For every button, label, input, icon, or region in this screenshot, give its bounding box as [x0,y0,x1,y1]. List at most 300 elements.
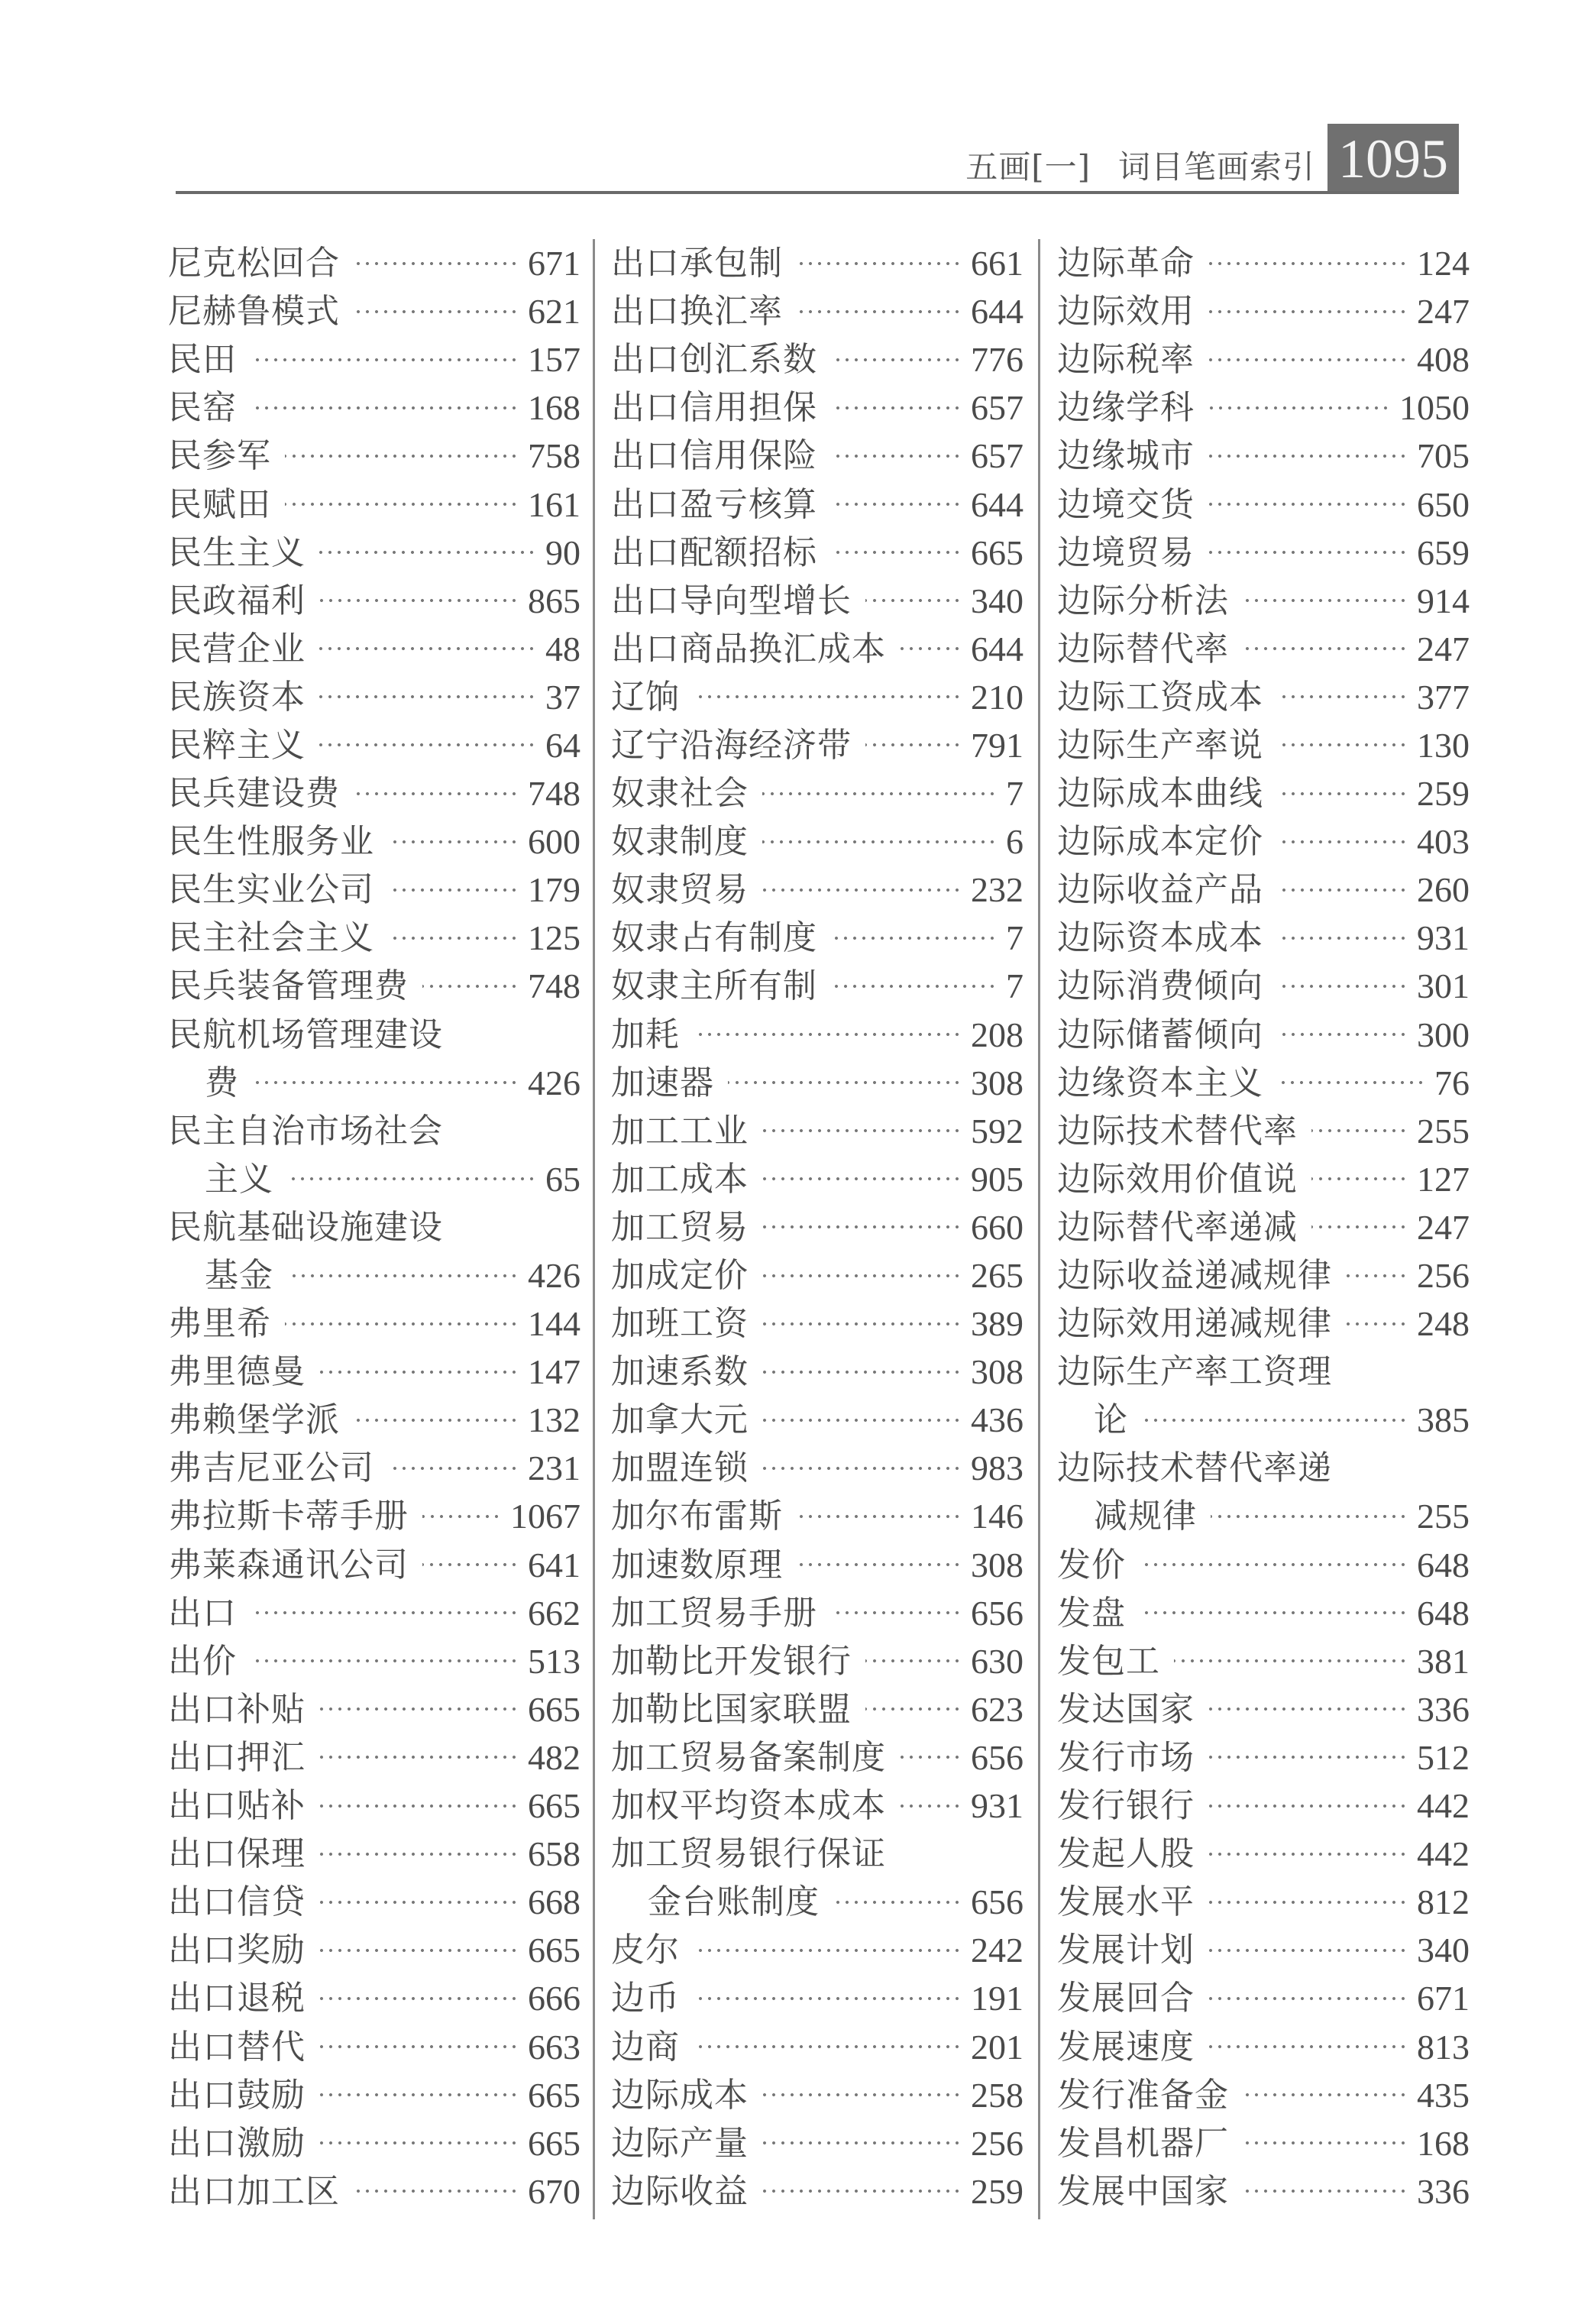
entry-page-number: 90 [545,532,580,572]
dot-leader [319,1995,519,2002]
entry-term: 民主自治市场社会 [168,1111,443,1151]
entry-term: 加拿大元 [611,1400,749,1440]
entry-page-number: 259 [971,2171,1023,2211]
entry-page-number: 657 [971,388,1023,428]
index-entry [611,432,1023,480]
entry-term: 边际替代率递减 [1057,1207,1298,1247]
index-entry [611,1155,1023,1203]
dot-leader [319,1803,519,1809]
index-entry [611,625,1023,673]
entry-page-number: 265 [971,1256,1023,1296]
dot-leader [388,935,519,941]
index-column-left [168,239,580,2216]
index-entry [168,769,580,817]
entry-term: 边际革命 [1057,244,1195,283]
dot-leader [319,646,536,652]
dot-leader [1277,742,1408,748]
index-entry [611,1637,1023,1685]
index-entry [168,673,580,721]
dot-leader [762,887,962,893]
entry-page-number: 644 [971,484,1023,524]
entry-page-number: 168 [528,388,580,428]
entry-term: 加勒比国家联盟 [611,1689,852,1729]
dot-leader [1243,597,1408,604]
entry-term: 民航基础设施建设 [168,1207,443,1247]
entry-page-number: 247 [1417,292,1470,332]
entry-term: 边际替代率 [1057,629,1229,668]
entry-page-number: 336 [1417,2171,1470,2211]
entry-page-number: 6 [1006,822,1023,862]
index-entry [611,1492,1023,1540]
entry-page-number: 146 [971,1497,1023,1536]
entry-page-number: 648 [1417,1545,1470,1584]
entry-term: 边际工资成本 [1057,677,1263,717]
index-entry [168,1396,580,1444]
dot-leader [1311,1224,1408,1230]
dot-leader [831,405,962,411]
entry-term: 出口保理 [168,1834,306,1874]
entry-page-number: 179 [528,870,580,910]
entry-page-number: 931 [971,1786,1023,1826]
dot-leader [1208,357,1408,363]
dot-leader [1208,1754,1408,1760]
entry-page-number: 666 [528,1979,580,2018]
index-entry [611,1830,1023,1878]
index-entry [168,1926,580,1974]
entry-term: 出口盈亏核算 [611,484,817,524]
entry-page-number: 168 [1417,2123,1470,2163]
index-entry [1057,2167,1470,2216]
dot-leader [833,1899,962,1905]
dot-leader [319,2092,519,2098]
index-entry [1057,1107,1470,1155]
index-entry [611,2167,1023,2216]
index-entry [611,962,1023,1010]
dot-leader [354,309,519,315]
index-entry [1057,1926,1470,1974]
dot-leader [285,453,519,459]
index-entry [168,1685,580,1733]
dot-leader [1311,1128,1408,1134]
entry-term: 加耗 [611,1015,680,1054]
entry-page-number: 656 [971,1882,1023,1922]
dot-leader [762,2188,962,2194]
entry-term: 民生性服务业 [168,822,374,862]
dot-leader [1208,1995,1408,2002]
entry-term: 民赋田 [168,484,271,524]
entry-term: 减规律 [1094,1497,1197,1536]
entry-page-number: 592 [971,1111,1023,1151]
entry-term: 边际技术替代率递 [1057,1448,1332,1488]
entry-term: 出口信贷 [168,1882,306,1922]
entry-term: 民兵建设费 [168,774,340,814]
index-entry [1057,1011,1470,1059]
index-entry [1057,1348,1470,1396]
dot-leader [319,1899,519,1905]
entry-page-number: 308 [971,1063,1023,1102]
dot-leader [1277,694,1408,700]
entry-term: 民田 [168,340,237,380]
index-entry [611,2022,1023,2070]
dot-leader [762,1176,962,1182]
index-entry [1057,817,1470,866]
index-entry [611,1541,1023,1589]
index-entry [1057,1203,1470,1251]
entry-term: 加速器 [611,1063,714,1102]
entry-term: 加工成本 [611,1159,749,1199]
entry-term: 加权平均资本成本 [611,1786,886,1826]
entry-term: 发展回合 [1057,1979,1195,2018]
entry-page-number: 983 [971,1448,1023,1488]
index-entry [611,577,1023,625]
entry-page-number: 7 [1006,966,1023,1006]
entry-term: 边际生产率工资理 [1057,1352,1332,1392]
entry-term: 边际技术替代率 [1057,1111,1298,1151]
dot-leader [900,1803,962,1809]
entry-page-number: 48 [545,629,580,668]
entry-page-number: 623 [971,1689,1023,1729]
entry-page-number: 308 [971,1545,1023,1584]
entry-term: 边缘资本主义 [1057,1063,1263,1102]
index-entry [1057,673,1470,721]
entry-page-number: 665 [528,1931,580,1970]
index-column-middle [611,239,1023,2216]
index-entry [168,1155,580,1203]
dot-leader [1277,1079,1425,1086]
index-entry [1057,2071,1470,2119]
entry-term: 加工贸易手册 [611,1593,817,1633]
index-entry [611,1011,1023,1059]
page-number: 1095 [1327,124,1459,194]
dot-leader [1211,1513,1408,1520]
index-entry [168,1782,580,1830]
index-entry [168,1300,580,1348]
index-entry [1057,1878,1470,1926]
entry-page-number: 248 [1417,1304,1470,1344]
entry-page-number: 260 [1417,870,1470,910]
dot-leader [797,309,962,315]
entry-term: 加尔布雷斯 [611,1497,783,1536]
entry-page-number: 157 [528,340,580,380]
entry-page-number: 905 [971,1159,1023,1199]
entry-term: 发展速度 [1057,2027,1195,2067]
index-entry [1057,1830,1470,1878]
entry-term: 基金 [205,1256,273,1296]
dot-leader [762,2092,962,2098]
entry-page-number: 76 [1434,1063,1470,1102]
column-divider [593,239,595,2219]
dot-leader [319,2140,519,2146]
entry-page-number: 661 [971,244,1023,283]
entry-term: 民政福利 [168,581,306,620]
index-entry [1057,721,1470,769]
entry-term: 发达国家 [1057,1689,1195,1729]
entry-term: 出口鼓励 [168,2075,306,2115]
entry-page-number: 37 [545,677,580,717]
dot-leader [1140,1610,1408,1616]
dot-leader [388,887,519,893]
entry-page-number: 791 [971,725,1023,765]
entry-term: 发展水平 [1057,1882,1195,1922]
entry-term: 奴隶主所有制 [611,966,817,1006]
entry-page-number: 648 [1417,1593,1470,1633]
index-columns [168,239,1470,2225]
dot-leader [1208,309,1408,315]
index-entry [611,1444,1023,1492]
index-entry [168,1059,580,1107]
entry-page-number: 663 [528,2027,580,2067]
index-entry [611,1782,1023,1830]
entry-term: 奴隶社会 [611,774,749,814]
entry-term: 民生主义 [168,532,306,572]
dot-leader [354,1417,519,1423]
entry-page-number: 426 [528,1063,580,1102]
dot-leader [319,1754,519,1760]
entry-page-number: 665 [528,1786,580,1826]
entry-term: 尼赫鲁模式 [168,292,340,332]
entry-page-number: 256 [971,2123,1023,2163]
index-entry [168,2119,580,2167]
entry-term: 边境交货 [1057,484,1195,524]
index-entry [611,1396,1023,1444]
entry-page-number: 255 [1417,1497,1470,1536]
entry-term: 加盟连锁 [611,1448,749,1488]
index-entry [168,239,580,287]
dot-leader [1140,1562,1408,1568]
index-entry [168,1589,580,1637]
dot-leader [762,1128,962,1134]
index-entry [1057,1492,1470,1540]
index-entry [168,384,580,432]
entry-page-number: 408 [1417,340,1470,380]
dot-leader [1208,2044,1408,2050]
entry-term: 边际收益 [611,2171,749,2211]
dot-leader [797,1513,962,1520]
index-entry [611,914,1023,962]
dot-leader [319,1947,519,1953]
entry-term: 边际消费倾向 [1057,966,1263,1006]
index-entry [168,1011,580,1059]
dot-leader [694,1947,962,1953]
entry-term: 边际效用 [1057,292,1195,332]
entry-term: 加班工资 [611,1304,749,1344]
entry-page-number: 132 [528,1400,580,1440]
dot-leader [831,1610,962,1616]
dot-leader [1208,1706,1408,1712]
dot-leader [694,694,962,700]
dot-leader [694,1995,962,2002]
entry-term: 弗拉斯卡蒂手册 [168,1497,409,1536]
entry-page-number: 644 [971,292,1023,332]
index-entry [1057,577,1470,625]
dot-leader [762,1224,962,1230]
dot-leader [388,1465,519,1471]
dot-leader [1277,839,1408,845]
entry-term: 边际产量 [611,2123,749,2163]
entry-page-number: 127 [1417,1159,1470,1199]
dot-leader [1208,405,1390,411]
entry-page-number: 7 [1006,918,1023,958]
entry-term: 民参军 [168,436,271,476]
entry-term: 弗莱森通讯公司 [168,1545,409,1584]
index-entry [168,529,580,577]
index-entry [611,1974,1023,2022]
index-entry [168,1974,580,2022]
dot-leader [1277,887,1408,893]
entry-term: 边际储蓄倾向 [1057,1015,1263,1054]
entry-term: 民航机场管理建设 [168,1015,443,1054]
dot-leader [251,357,519,363]
entry-term: 发价 [1057,1545,1126,1584]
index-entry [1057,769,1470,817]
entry-term: 出口承包制 [611,244,783,283]
entry-page-number: 748 [528,774,580,814]
entry-term: 出口换汇率 [611,292,783,332]
entry-page-number: 201 [971,2027,1023,2067]
entry-page-number: 7 [1006,774,1023,814]
entry-page-number: 656 [971,1593,1023,1633]
index-entry [611,1926,1023,1974]
dot-leader [319,1851,519,1857]
index-entry [1057,480,1470,528]
dot-leader [1346,1273,1408,1279]
entry-term: 加成定价 [611,1256,749,1296]
entry-term: 民粹主义 [168,725,306,765]
entry-page-number: 670 [528,2171,580,2211]
index-entry [611,287,1023,335]
entry-term: 费 [205,1063,239,1102]
entry-term: 边际税率 [1057,340,1195,380]
dot-leader [388,839,519,845]
dot-leader [762,1465,962,1471]
entry-page-number: 258 [971,2075,1023,2115]
index-entry [1057,1541,1470,1589]
dot-leader [422,1513,501,1520]
dot-leader [797,261,962,267]
entry-term: 发行市场 [1057,1737,1195,1777]
dot-leader [319,549,536,555]
entry-term: 加勒比开发银行 [611,1641,852,1681]
entry-term: 金台账制度 [648,1882,820,1922]
dot-leader [285,501,519,507]
entry-page-number: 512 [1417,1737,1470,1777]
entry-page-number: 665 [528,2075,580,2115]
entry-page-number: 1067 [510,1497,580,1536]
dot-leader [831,549,962,555]
index-entry [611,529,1023,577]
dot-leader [762,2140,962,2146]
dot-leader [1208,1851,1408,1857]
entry-page-number: 671 [1417,1979,1470,2018]
dot-leader [1208,261,1408,267]
dot-leader [728,1079,962,1086]
entry-page-number: 671 [528,244,580,283]
index-entry [168,625,580,673]
entry-term: 民兵装备管理费 [168,966,409,1006]
entry-term: 民生实业公司 [168,870,374,910]
dot-leader [319,1369,519,1375]
entry-page-number: 340 [971,581,1023,620]
index-entry [1057,1782,1470,1830]
entry-page-number: 426 [528,1256,580,1296]
index-entry [168,1541,580,1589]
index-entry [1057,1444,1470,1492]
entry-page-number: 436 [971,1400,1023,1440]
index-entry [611,1733,1023,1782]
entry-page-number: 300 [1417,1015,1470,1054]
dot-leader [762,1273,962,1279]
dot-leader [354,2188,519,2194]
dot-leader [1142,1417,1408,1423]
dot-leader [1208,1947,1408,1953]
entry-term: 出口 [168,1593,237,1633]
index-entry [168,721,580,769]
entry-term: 发盘 [1057,1593,1126,1633]
entry-page-number: 813 [1417,2027,1470,2067]
entry-term: 边际效用递减规律 [1057,1304,1332,1344]
entry-term: 主义 [205,1159,273,1199]
entry-term: 加工贸易 [611,1207,749,1247]
entry-term: 尼克松回合 [168,244,340,283]
entry-page-number: 659 [1417,532,1470,572]
dot-leader [900,1754,962,1760]
index-entry [168,1830,580,1878]
entry-page-number: 660 [971,1207,1023,1247]
entry-page-number: 758 [528,436,580,476]
index-entry [611,1059,1023,1107]
index-entry [611,1878,1023,1926]
index-entry [1057,1685,1470,1733]
entry-page-number: 644 [971,629,1023,668]
index-entry [168,335,580,384]
entry-page-number: 812 [1417,1882,1470,1922]
entry-page-number: 914 [1417,581,1470,620]
entry-page-number: 191 [971,1979,1023,2018]
index-entry [611,721,1023,769]
entry-page-number: 1050 [1399,388,1470,428]
entry-page-number: 308 [971,1352,1023,1392]
dot-leader [762,839,997,845]
entry-term: 发展计划 [1057,1931,1195,1970]
dot-leader [1174,1658,1408,1664]
entry-page-number: 630 [971,1641,1023,1681]
index-entry [168,432,580,480]
dot-leader [1208,501,1408,507]
index-entry [168,1203,580,1251]
entry-page-number: 247 [1417,629,1470,668]
index-entry [1057,432,1470,480]
entry-page-number: 256 [1417,1256,1470,1296]
dot-leader [251,405,519,411]
entry-page-number: 377 [1417,677,1470,717]
index-entry [168,1492,580,1540]
dot-leader [1277,1031,1408,1037]
entry-page-number: 656 [971,1737,1023,1777]
index-entry [611,384,1023,432]
column-divider [1038,239,1040,2219]
entry-term: 民窑 [168,388,237,428]
entry-term: 民主社会主义 [168,918,374,958]
index-entry [1057,239,1470,287]
entry-page-number: 340 [1417,1931,1470,1970]
entry-term: 边际生产率说 [1057,725,1263,765]
entry-term: 弗里希 [168,1304,271,1344]
entry-page-number: 513 [528,1641,580,1681]
index-column-right [1057,239,1470,2216]
dot-leader [319,694,536,700]
dot-leader [422,1562,519,1568]
section-label: 五画[一] [965,148,1091,186]
